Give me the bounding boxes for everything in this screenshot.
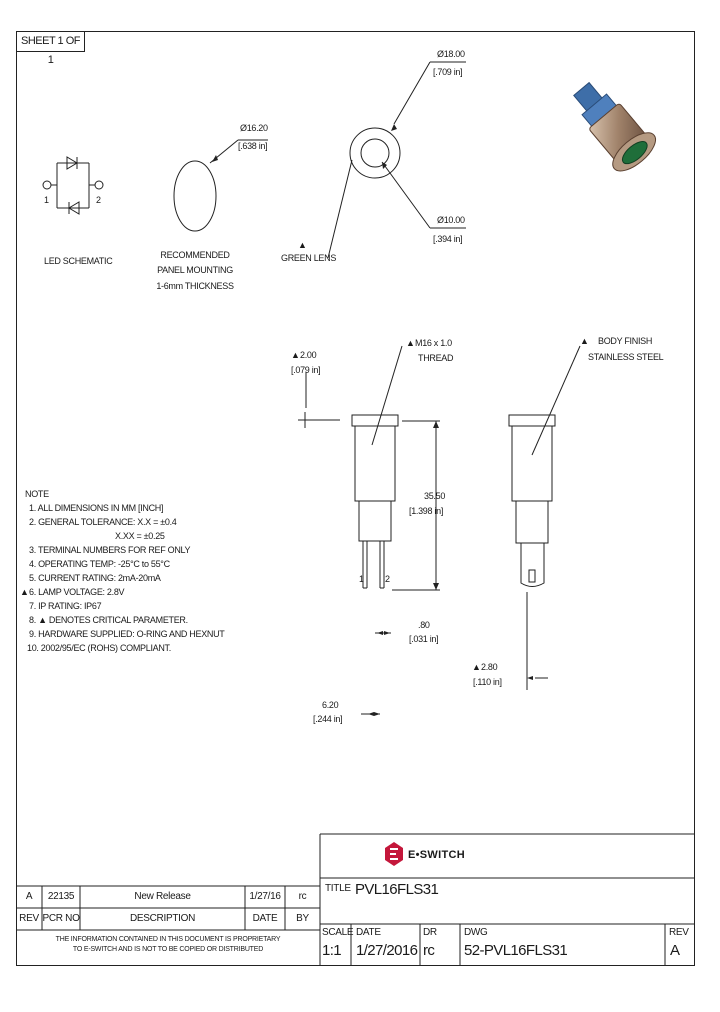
pin2-label: 2 bbox=[385, 574, 390, 584]
pitch-in: [.244 in] bbox=[313, 714, 343, 724]
critical-mark-icon: ▲ bbox=[291, 350, 300, 360]
scale-value: 1:1 bbox=[322, 942, 342, 959]
dim-head-in: [.079 in] bbox=[291, 365, 321, 375]
drawn-by-value: rc bbox=[423, 942, 435, 959]
description-header: DESCRIPTION bbox=[129, 913, 196, 924]
by-header: BY bbox=[296, 913, 309, 924]
length-in: [1.398 in] bbox=[409, 506, 444, 516]
rev-header: REV bbox=[19, 913, 39, 924]
pitch-mm: 6.20 bbox=[322, 700, 339, 710]
title-label: TITLE bbox=[325, 883, 351, 894]
lens-label: GREEN LENS bbox=[281, 253, 337, 263]
eswitch-logo-text: E•SWITCH bbox=[408, 849, 465, 861]
rev-cell: A bbox=[25, 891, 33, 902]
panel-dia-in: [.638 in] bbox=[238, 141, 268, 151]
lens-inner-in: [.394 in] bbox=[433, 234, 463, 244]
date-value: 1/27/2016 bbox=[356, 942, 418, 959]
eswitch-logo-icon bbox=[385, 842, 403, 866]
length-mm: 35.50 bbox=[424, 491, 446, 501]
body-label-2: STAINLESS STEEL bbox=[588, 352, 664, 362]
schematic-label: LED SCHEMATIC bbox=[44, 256, 113, 266]
dim-head-mm: 2.00 bbox=[300, 350, 317, 360]
date-header: DATE bbox=[252, 913, 278, 924]
critical-mark-icon: ▲ bbox=[580, 336, 589, 346]
rev-value: A bbox=[670, 942, 680, 959]
drawn-by-label: DR bbox=[423, 927, 437, 938]
note-item: 8. ▲ DENOTES CRITICAL PARAMETER. bbox=[29, 615, 188, 625]
notes-heading: NOTE bbox=[25, 489, 49, 499]
lens-inner-mm: Ø10.00 bbox=[437, 215, 465, 225]
note-item: 5. CURRENT RATING: 2mA-20mA bbox=[29, 573, 161, 583]
dwg-label: DWG bbox=[464, 927, 488, 938]
note-item: X.XX = ±0.25 bbox=[115, 531, 165, 541]
critical-mark-icon: ▲ bbox=[298, 240, 307, 250]
body-label-1: BODY FINISH bbox=[598, 336, 653, 346]
date-cell: 1/27/16 bbox=[249, 891, 281, 902]
scale-label: SCALE bbox=[322, 927, 354, 938]
proprietary-line-2: TO E-SWITCH AND IS NOT TO BE COPIED OR DISTRIBUTED bbox=[72, 946, 264, 953]
critical-mark-icon: ▲ bbox=[472, 662, 481, 672]
rev-label: REV bbox=[669, 927, 689, 938]
panel-dia-mm: Ø16.20 bbox=[240, 123, 268, 133]
proprietary-line-1: THE INFORMATION CONTAINED IN THIS DOCUMENT IS PROPRIETARY bbox=[55, 936, 281, 943]
pin-gap-in: [.031 in] bbox=[409, 634, 439, 644]
note-item: 10. 2002/95/EC (ROHS) COMPLIANT. bbox=[27, 643, 171, 653]
lens-outer-mm: Ø18.00 bbox=[437, 49, 465, 59]
note-item: 9. HARDWARE SUPPLIED: O-RING AND HEXNUT bbox=[29, 629, 225, 639]
critical-mark-icon: ▲ bbox=[20, 587, 29, 597]
note-item: 6. LAMP VOLTAGE: 2.8V bbox=[29, 587, 125, 597]
title-value: PVL16FLS31 bbox=[355, 881, 439, 898]
note-item: 4. OPERATING TEMP: -25°C to 55°C bbox=[29, 559, 170, 569]
note-item: 1. ALL DIMENSIONS IN MM [INCH] bbox=[29, 503, 164, 513]
description-cell: New Release bbox=[134, 891, 191, 902]
thread-label-1: M16 x 1.0 bbox=[415, 338, 452, 348]
by-cell: rc bbox=[298, 891, 307, 902]
schematic-pin1: 1 bbox=[44, 195, 49, 205]
sheet-number: SHEET 1 OF 1 bbox=[16, 31, 85, 52]
term-in: [.110 in] bbox=[473, 677, 502, 687]
note-item: 7. IP RATING: IP67 bbox=[29, 601, 102, 611]
pcr-header: PCR NO bbox=[42, 913, 80, 924]
pin-gap-mm: .80 bbox=[418, 620, 430, 630]
dwg-value: 52-PVL16FLS31 bbox=[464, 942, 568, 959]
critical-mark-icon: ▲ bbox=[406, 338, 415, 348]
pcr-cell: 22135 bbox=[47, 891, 75, 902]
thread-label-2: THREAD bbox=[418, 353, 454, 363]
note-item: 2. GENERAL TOLERANCE: X.X = ±0.4 bbox=[29, 517, 177, 527]
panel-caption-2: PANEL MOUNTING bbox=[157, 265, 233, 275]
panel-caption-3: 1-6mm THICKNESS bbox=[156, 281, 234, 291]
date-label: DATE bbox=[356, 927, 381, 938]
panel-caption-1: RECOMMENDED bbox=[160, 250, 230, 260]
schematic-pin2: 2 bbox=[96, 195, 101, 205]
pin1-label: 1 bbox=[359, 574, 364, 584]
note-item: 3. TERMINAL NUMBERS FOR REF ONLY bbox=[29, 545, 191, 555]
term-mm: 2.80 bbox=[481, 662, 498, 672]
lens-outer-in: [.709 in] bbox=[433, 67, 463, 77]
